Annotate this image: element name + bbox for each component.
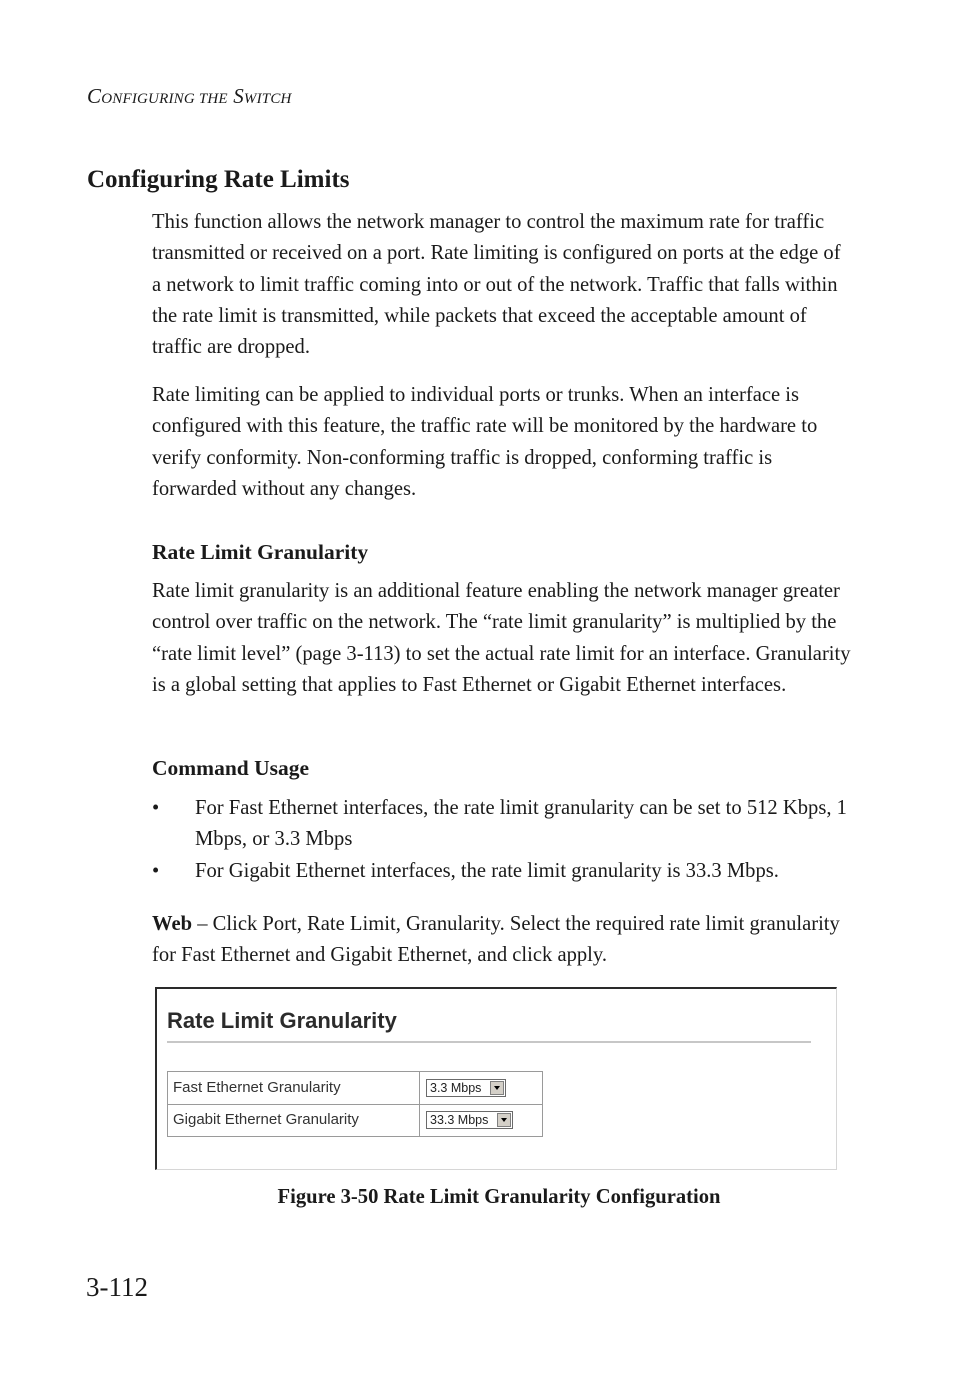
- fast-ethernet-granularity-select[interactable]: [426, 1079, 506, 1097]
- section-title: Configuring Rate Limits: [87, 166, 350, 193]
- fast-ethernet-granularity-cell: [420, 1072, 542, 1104]
- web-instructions: [152, 909, 852, 972]
- granularity-table: [167, 1071, 543, 1137]
- figure-caption: Figure 3-50 Rate Limit Granularity Configuration: [277, 1186, 721, 1208]
- web-text: – Click Port, Rate Limit, Granularity. Select the required rate limit granularity for Fast Ethernet and Gigabit Ethernet, and click apply.: [152, 913, 840, 967]
- chevron-down-icon[interactable]: [497, 1113, 511, 1127]
- granularity-heading: Rate Limit Granularity: [152, 540, 369, 564]
- running-head-initial-c: C: [87, 84, 102, 108]
- gigabit-ethernet-row: [168, 1104, 542, 1136]
- page-number: 3-112: [86, 1272, 148, 1302]
- gigabit-ethernet-granularity-select[interactable]: [426, 1111, 513, 1129]
- bullet-text: For Fast Ethernet interfaces, the rate limit granularity can be set to 512 Kbps, 1 Mbps, or 3.3 Mbps: [195, 797, 847, 851]
- granularity-paragraph: Rate limit granularity is an additional feature enabling the network manager greater control over traffic on the network. The “rate limit granularity” is multiplied by the “rate limit level” (page 3-113) to set the actual rate limit for an interface. Granularity is a global setting that applies to Fast Ethernet or Gigabit Ethernet interfaces.: [152, 580, 851, 696]
- rate-limit-granularity-screenshot: [155, 987, 837, 1170]
- bullet-dot: •: [152, 860, 160, 882]
- command-usage-heading: Command Usage: [152, 756, 310, 780]
- gigabit-ethernet-granularity-cell: [420, 1104, 542, 1136]
- gigabit-ethernet-granularity-label: Gigabit Ethernet Granularity: [168, 1104, 420, 1136]
- running-head-rest-2: WITCH: [243, 91, 292, 107]
- bullet-dot: •: [152, 797, 160, 819]
- running-head: [87, 84, 292, 109]
- intro-paragraph-1: This function allows the network manager to control the maximum rate for traffic transmitted or received on a port. Rate limiting is configured on ports at the edge of a network to limit traffic coming into or out of the network. Traffic that falls within the rate limit is transmitted, while packets that exceed the acceptable amount of traffic are dropped.: [152, 211, 841, 359]
- running-head-initial-s: S: [233, 84, 244, 108]
- fast-ethernet-granularity-label: Fast Ethernet Granularity: [168, 1072, 420, 1104]
- bullet-text: For Gigabit Ethernet interfaces, the rate limit granularity is 33.3 Mbps.: [195, 860, 779, 882]
- fast-ethernet-row: [168, 1072, 542, 1105]
- intro-paragraph-2: Rate limiting can be applied to individual ports or trunks. When an interface is configured with this feature, the traffic rate will be monitored by the hardware to verify conformity. Non-conforming traffic is dropped, conforming traffic is forwarded without any changes.: [152, 384, 818, 500]
- running-head-rest-1: ONFIGURING THE: [101, 91, 228, 107]
- chevron-down-icon[interactable]: [490, 1081, 504, 1095]
- title-divider: [167, 1041, 811, 1043]
- gigabit-ethernet-selected-value: 33.3 Mbps: [430, 1113, 489, 1127]
- fast-ethernet-selected-value: 3.3 Mbps: [430, 1081, 482, 1095]
- web-label: Web: [152, 913, 193, 935]
- screenshot-title: Rate Limit Granularity: [167, 1008, 397, 1033]
